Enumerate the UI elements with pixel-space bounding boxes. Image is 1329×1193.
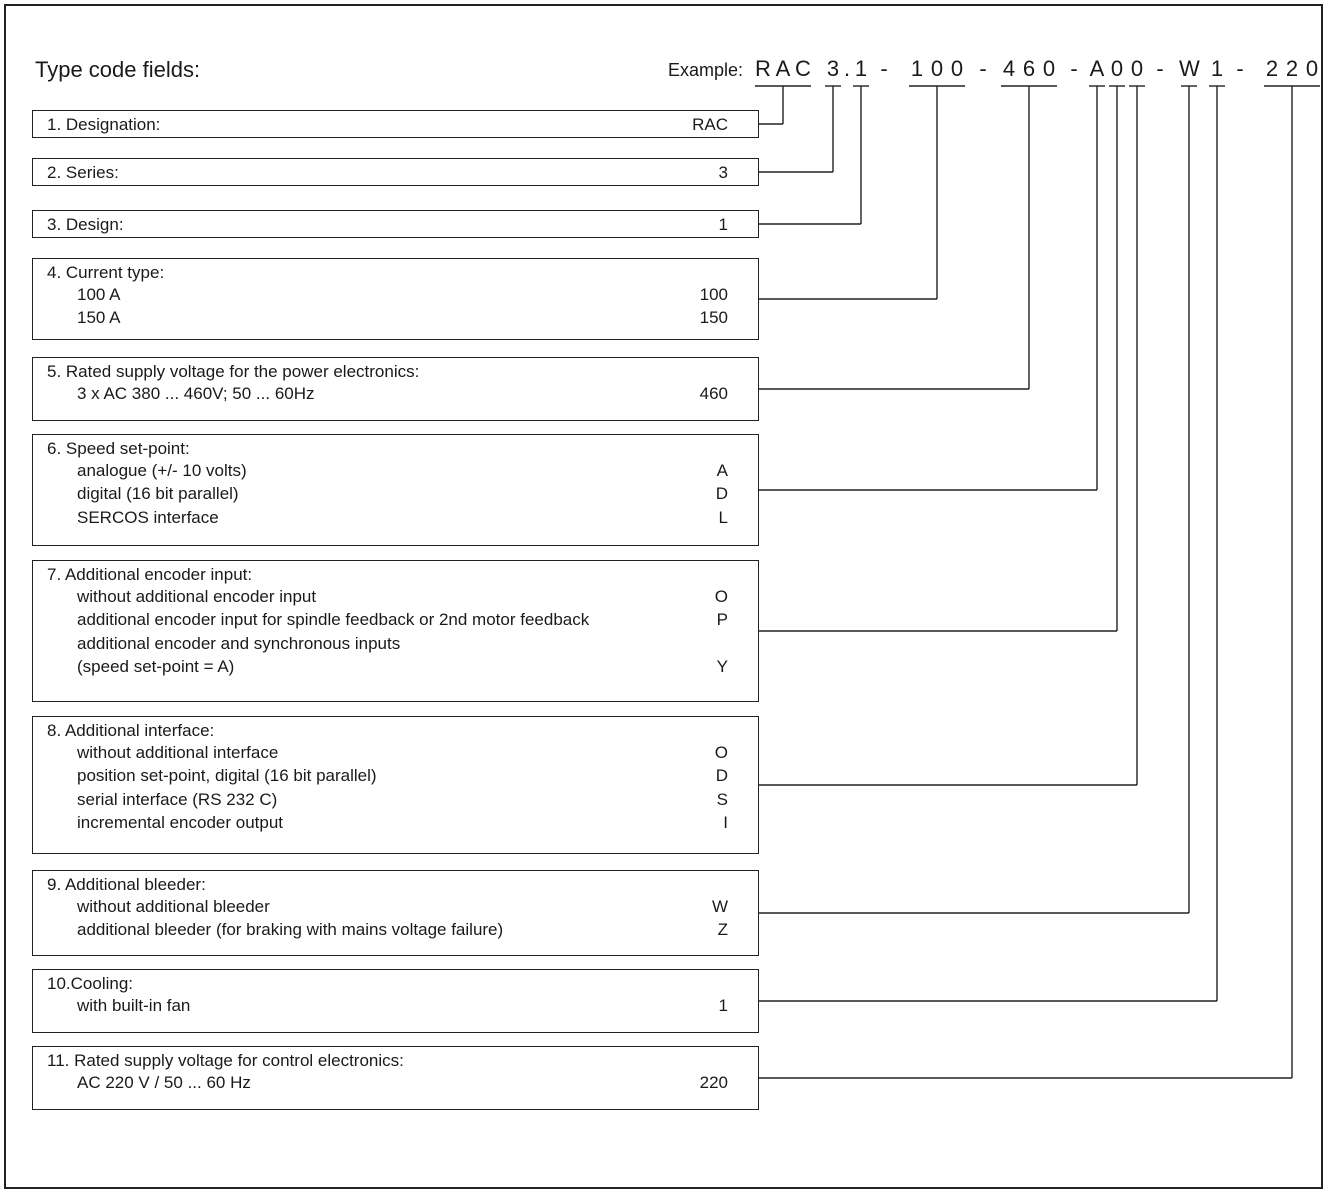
option-code: A — [716, 461, 728, 480]
code-char: 2 — [1285, 56, 1299, 81]
code-char: 6 — [1022, 56, 1036, 81]
code-char: 1 — [910, 56, 924, 81]
option-label: AC 220 V / 50 ... 60 Hz — [77, 1073, 251, 1092]
code-char: 0 — [930, 56, 944, 81]
example-label: Example: — [667, 60, 743, 80]
diagram-title: Type code fields: — [35, 57, 201, 82]
option-code: D — [715, 484, 728, 504]
option-code: 220 — [699, 1073, 728, 1092]
option-label: without additional encoder input — [77, 587, 317, 606]
code-char: 1 — [854, 56, 868, 81]
option-label: position set-point, digital (16 bit parallel) — [77, 766, 377, 786]
code-char: 0 — [1130, 56, 1144, 81]
option-label: 3 x AC 380 ... 460V; 50 ... 60Hz — [77, 384, 315, 403]
code-char: 3 — [826, 56, 840, 81]
option-code: S — [716, 789, 728, 809]
code-separator: - — [1156, 56, 1164, 81]
option-code: Z — [717, 920, 728, 940]
field-heading: 11. Rated supply voltage for control electronics: — [47, 1051, 404, 1070]
field-heading: 1. Designation: — [47, 115, 161, 134]
option-code: 1 — [718, 215, 728, 234]
option-code: 100 — [699, 285, 728, 304]
field-heading: 5. Rated supply voltage for the power electronics: — [47, 362, 420, 381]
field-heading: 6. Speed set-point: — [47, 439, 190, 458]
code-char: 0 — [1042, 56, 1056, 81]
field-heading: 4. Current type: — [47, 263, 165, 282]
field-heading: 10.Cooling: — [47, 974, 134, 993]
code-char: 1 — [1210, 56, 1224, 81]
option-code: RAC — [692, 115, 728, 134]
option-code: 460 — [699, 384, 728, 403]
option-label: 150 A — [77, 308, 121, 328]
option-label: additional bleeder (for braking with mains voltage failure) — [77, 920, 504, 940]
code-char: R — [755, 56, 771, 81]
option-label: (speed set-point = A) — [77, 656, 235, 676]
option-code: 1 — [718, 996, 728, 1015]
option-code: D — [715, 766, 728, 786]
code-char: 0 — [950, 56, 964, 81]
option-label: digital (16 bit parallel) — [77, 484, 239, 504]
option-code: W — [711, 897, 728, 916]
code-char: 2 — [1265, 56, 1279, 81]
option-label: without additional interface — [77, 743, 279, 762]
option-label: SERCOS interface — [77, 507, 219, 527]
code-separator: - — [1070, 56, 1078, 81]
code-char: A — [1089, 56, 1105, 81]
code-char: . — [843, 56, 851, 81]
option-code: 150 — [699, 308, 728, 328]
option-label: additional encoder input for spindle feedback or 2nd motor feedback — [77, 610, 590, 630]
code-char: 4 — [1002, 56, 1016, 81]
option-code: I — [723, 812, 728, 832]
option-code: L — [718, 507, 728, 527]
option-label: analogue (+/- 10 volts) — [77, 461, 247, 480]
code-char: A — [775, 56, 791, 81]
option-label: additional encoder and synchronous inputs — [77, 633, 401, 653]
field-heading: 8. Additional interface: — [47, 721, 215, 740]
code-separator: - — [880, 56, 888, 81]
code-char: C — [795, 56, 811, 81]
field-heading: 9. Additional bleeder: — [47, 875, 206, 894]
option-label: without additional bleeder — [77, 897, 270, 916]
option-code: 3 — [718, 163, 728, 182]
code-char: 0 — [1305, 56, 1319, 81]
option-code: O — [714, 587, 728, 606]
code-separator: - — [979, 56, 987, 81]
code-char: 0 — [1110, 56, 1124, 81]
code-separator: - — [1236, 56, 1244, 81]
field-heading: 7. Additional encoder input: — [47, 565, 253, 584]
option-code: P — [716, 610, 728, 630]
option-label: with built-in fan — [77, 996, 191, 1015]
option-code: O — [714, 743, 728, 762]
option-label: 100 A — [77, 285, 121, 304]
option-label: incremental encoder output — [77, 812, 284, 832]
field-heading: 2. Series: — [47, 163, 119, 182]
option-label: serial interface (RS 232 C) — [77, 789, 278, 809]
field-heading: 3. Design: — [47, 215, 124, 234]
code-char: W — [1179, 56, 1200, 81]
option-code: Y — [716, 656, 728, 676]
